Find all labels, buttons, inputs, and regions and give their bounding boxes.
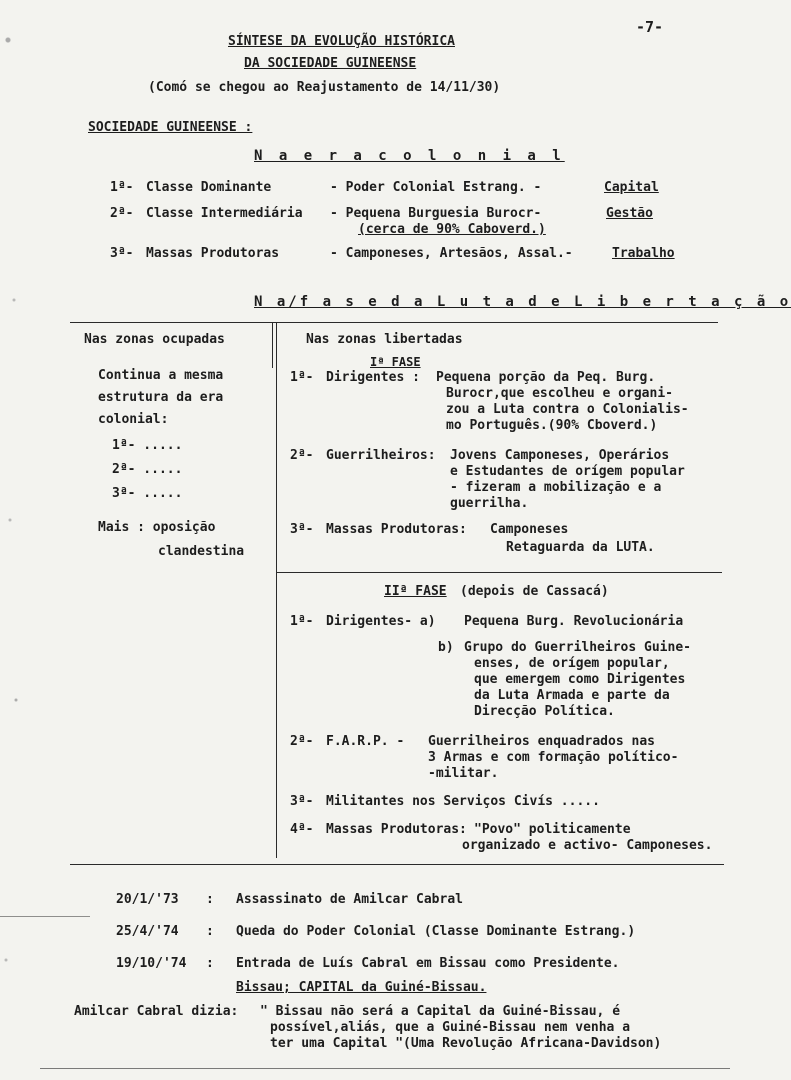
item-title: F.A.R.P. -: [326, 734, 405, 749]
class-name: Classe Dominante: [146, 180, 272, 195]
item-number: 3ª-: [290, 794, 314, 809]
occupied-line: estrutura da era: [98, 390, 224, 405]
class-description: - Pequena Burguesia Burocr-: [330, 206, 542, 221]
item-line: 3 Armas e com formação político-: [428, 750, 679, 765]
quote-line: " Bissau não será a Capital da Guiné-Bissau, é: [260, 1004, 621, 1019]
class-note: (cerca de 90% Caboverd.): [358, 222, 546, 237]
item-line: Grupo do Guerrilheiros Guine-: [464, 640, 691, 655]
colonial-heading: N a e r a c o l o n i a l: [254, 148, 565, 164]
event-text: Assassinato de Amilcar Cabral: [236, 892, 463, 907]
occupied-line: 2ª- .....: [112, 462, 183, 477]
item-line: Retaguarda da LUTA.: [506, 540, 655, 555]
occupied-line: Mais : oposição: [98, 520, 216, 535]
class-role: Gestão: [606, 206, 653, 221]
item-line: Pequena porção da Peq. Burg.: [436, 370, 656, 385]
item-number: 1ª-: [290, 370, 314, 385]
liberation-heading: N a/f a s e d a L u t a d e L i b e r t a ç ã o: [254, 294, 791, 310]
page-number: -7-: [636, 18, 664, 36]
item-line: Guerrilheiros enquadrados nas: [428, 734, 655, 749]
item-line: da Luta Armada e parte da: [474, 688, 670, 703]
item-line: que emergem como Dirigentes: [474, 672, 686, 687]
row-number: 1ª-: [110, 180, 134, 195]
subtitle: (Comó se chegou ao Reajustamento de 14/11/30): [148, 80, 501, 95]
event-separator: :: [206, 924, 214, 939]
occupied-line: Continua a mesma: [98, 368, 224, 383]
event-separator: :: [206, 956, 214, 971]
item-line: organizado e activo- Camponeses.: [462, 838, 713, 853]
class-name: Massas Produtoras: [146, 246, 280, 261]
phase-divider: [276, 572, 722, 573]
item-line: Camponeses: [490, 522, 569, 537]
occupied-line: colonial:: [98, 412, 169, 427]
occupied-line: clandestina: [158, 544, 245, 559]
margin-rule: [0, 916, 90, 917]
event-text: Entrada de Luís Cabral em Bissau como Presidente.: [236, 956, 620, 971]
title-line-1: SÍNTESE DA EVOLUÇÃO HISTÓRICA: [228, 34, 455, 49]
item-title: Dirigentes :: [326, 370, 420, 385]
item-line: Pequena Burg. Revolucionária: [464, 614, 684, 629]
section-heading: SOCIEDADE GUINEENSE :: [88, 120, 253, 135]
title-line-2: DA SOCIEDADE GUINEENSE: [244, 56, 417, 71]
occupied-line: 3ª- .....: [112, 486, 183, 501]
quote-speaker: Amilcar Cabral dizia:: [74, 1004, 239, 1019]
table-bottom-rule: [70, 864, 724, 865]
item-number: 2ª-: [290, 734, 314, 749]
item-line: -militar.: [428, 766, 499, 781]
row-number: 2ª-: [110, 206, 134, 221]
class-role: Capital: [604, 180, 659, 195]
item-number: 4ª-: [290, 822, 314, 837]
column-divider-double: [272, 322, 273, 368]
item-number: 3ª-: [290, 522, 314, 537]
item-line: zou a Luta contra o Colonialis-: [446, 402, 689, 417]
item-line: "Povo" politicamente: [474, 822, 631, 837]
event-date: 20/1/'73: [116, 892, 179, 907]
item-number: 2ª-: [290, 448, 314, 463]
item-number: 1ª-: [290, 614, 314, 629]
event-separator: :: [206, 892, 214, 907]
class-description: - Poder Colonial Estrang. -: [330, 180, 542, 195]
quote-line: possível,aliás, que a Guiné-Bissau nem venha a: [270, 1020, 631, 1035]
col-right-header: Nas zonas libertadas: [306, 332, 463, 347]
event-date: 25/4/'74: [116, 924, 179, 939]
item-title: Guerrilheiros:: [326, 448, 436, 463]
column-divider: [276, 322, 277, 858]
item-title: Massas Produtoras:: [326, 822, 467, 837]
item-title: Massas Produtoras:: [326, 522, 467, 537]
phase2-label-suffix: (depois de Cassacá): [460, 584, 609, 599]
quote-line: ter uma Capital "(Uma Revolução Africana-Davidson): [270, 1036, 662, 1051]
row-number: 3ª-: [110, 246, 134, 261]
item-line: - fizeram a mobilização e a: [450, 480, 662, 495]
item-line: Burocr,que escolheu e organi-: [446, 386, 673, 401]
class-description: - Camponeses, Artesãos, Assal.-: [330, 246, 573, 261]
item-line: e Estudantes de orígem popular: [450, 464, 685, 479]
paper-speckle: [0, 0, 26, 1080]
class-role: Trabalho: [612, 246, 675, 261]
item-line: mo Português.(90% Cboverd.): [446, 418, 658, 433]
bissau-heading: Bissau; CAPITAL da Guiné-Bissau.: [236, 980, 487, 995]
occupied-line: 1ª- .....: [112, 438, 183, 453]
item-line: Jovens Camponeses, Operários: [450, 448, 670, 463]
event-date: 19/10/'74: [116, 956, 187, 971]
item-title: b): [438, 640, 454, 655]
phase1-label: Iª FASE: [370, 355, 421, 369]
table-top-rule: [70, 322, 718, 323]
phase2-label: IIª FASE: [384, 584, 447, 599]
item-title: Dirigentes- a): [326, 614, 436, 629]
item-title: Militantes nos Serviços Civís .....: [326, 794, 600, 809]
item-line: enses, de orígem popular,: [474, 656, 670, 671]
col-left-header: Nas zonas ocupadas: [84, 332, 225, 347]
item-line: guerrilha.: [450, 496, 529, 511]
page-bottom-rule: [40, 1068, 730, 1069]
item-line: Direcção Política.: [474, 704, 615, 719]
class-name: Classe Intermediária: [146, 206, 303, 221]
event-text: Queda do Poder Colonial (Classe Dominante Estrang.): [236, 924, 636, 939]
